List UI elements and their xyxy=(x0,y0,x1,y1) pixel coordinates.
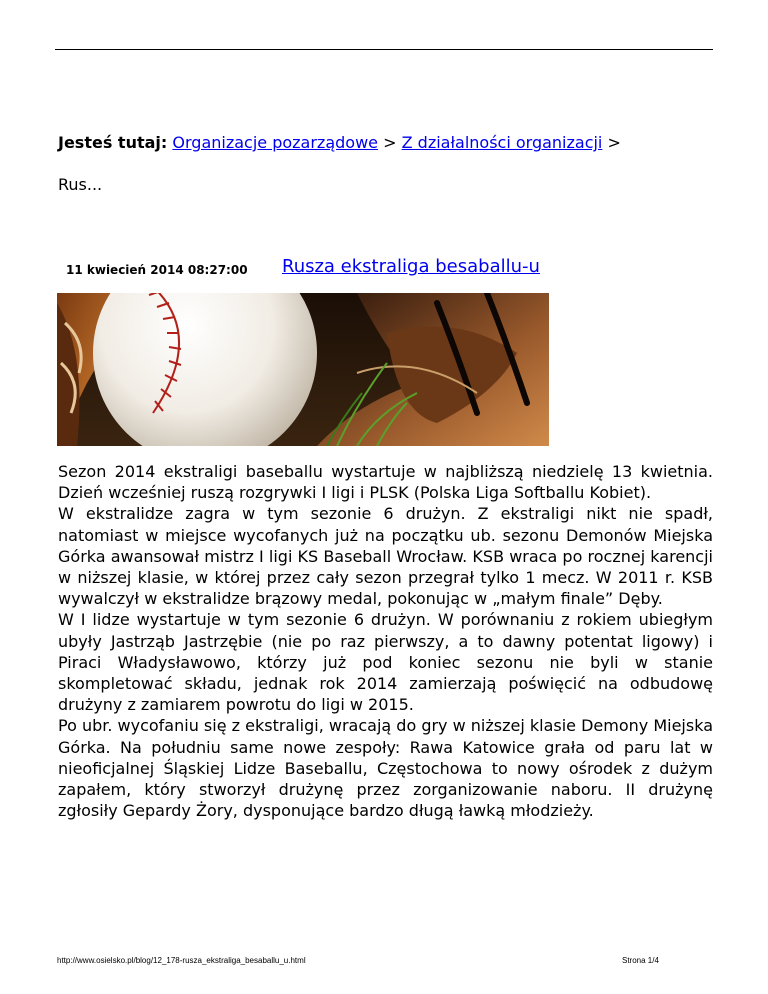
breadcrumb-label: Jesteś tutaj: xyxy=(58,133,168,152)
article-paragraph: W I lidze wystartuje w tym sezonie 6 drużyn. W porównaniu z rokiem ubiegłym ubyły Jastrząb Jastrzębie (nie po raz pierwszy, a to dawny potentat ligowy) i Piraci Władysławowo, którzy już pod koniec sezonu nie byli w stanie skompletować składu, jednak rok 2014 zamierzają poświęcić na odbudowę drużyny z zamiarem powrotu do ligi w 2015. xyxy=(58,610,713,715)
breadcrumb-separator: > xyxy=(607,133,621,152)
breadcrumb-separator: > xyxy=(383,133,397,152)
article-body xyxy=(58,461,713,821)
article-paragraph: Sezon 2014 ekstraligi baseballu wystartuje w najbliższą niedzielę 13 kwietnia. Dzień wcześniej ruszą rozgrywki I ligi i PLSK (Polska Liga Softballu Kobiet). xyxy=(58,462,713,503)
article-paragraph: W ekstralidze zagra w tym sezonie 6 drużyn. Z ekstraligi nikt nie spadł, natomiast w miejsce wycofanych już na początku ub. sezonu Demonów Miejska Górka awansował mistrz I ligi KS Baseball Wrocław. KSB wraca po rocznej karencji w niższej klasie, w której przez cały sezon przegrał tylko 1 mecz. W 2011 r. KSB wywalczył w ekstralidze brązowy medal, pokonując w „małym finale” Dęby. xyxy=(58,504,713,609)
footer-page-number: Strona 1/4 xyxy=(622,956,659,965)
top-divider xyxy=(55,49,713,50)
article-date: 11 kwiecień 2014 08:27:00 xyxy=(66,263,248,277)
breadcrumb-current: Rus... xyxy=(58,175,103,194)
article-paragraph: Po ubr. wycofaniu się z ekstraligi, wracają do gry w niższej klasie Demony Miejska Górka. Na południu same nowe zespoły: Rawa Katowice grała od paru lat w nieoficjalnej Śląskiej Lidze Baseballu, Częstochowa to nowy ośrodek z dużym zapałem, który stworzył drużynę przez zorganizowanie naboru. II drużynę zgłosiły Gepardy Żory, dysponujące bardzo długą ławką młodzieży. xyxy=(58,716,713,821)
breadcrumb-link-organizations[interactable]: Organizacje pozarządowe xyxy=(172,133,379,152)
breadcrumb-link-activities[interactable]: Z działalności organizacji xyxy=(401,133,603,152)
baseball-glove-and-ball-photo xyxy=(57,293,549,446)
breadcrumb xyxy=(58,133,621,153)
footer-url: http://www.osielsko.pl/blog/12_178-rusza_ekstraliga_besaballu_u.html xyxy=(57,956,306,965)
article-title-link[interactable]: Rusza ekstraliga besaballu-u xyxy=(282,256,540,277)
